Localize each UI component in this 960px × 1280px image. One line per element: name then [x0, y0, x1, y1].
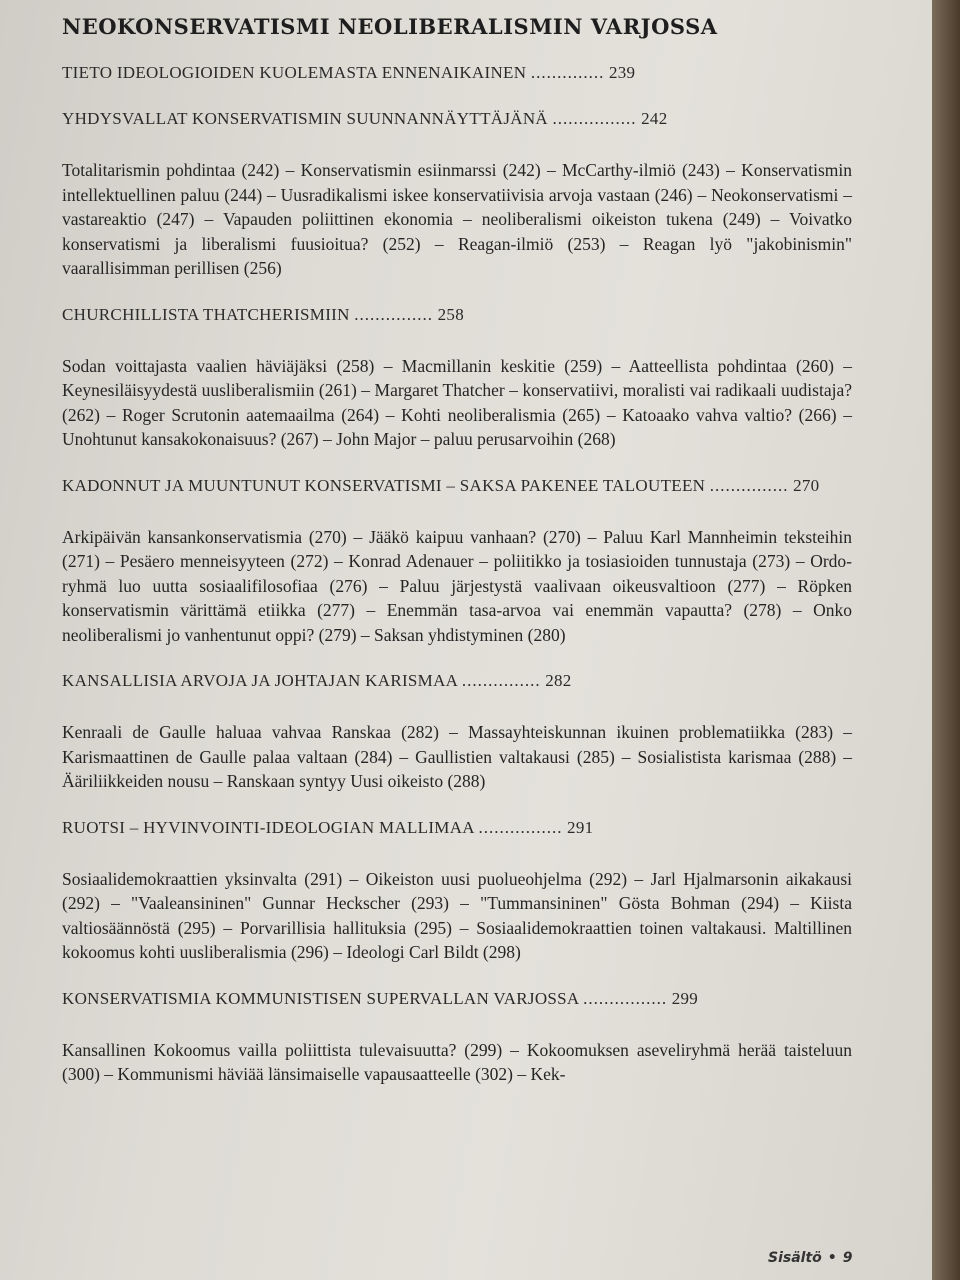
footer-label: Sisältö: [768, 1250, 822, 1266]
chapter-entry: [62, 474, 852, 498]
chapter-entry: [62, 107, 852, 131]
leader-dots: ..............: [530, 63, 605, 82]
page-footer: [768, 1250, 852, 1266]
chapter-entry: [62, 987, 852, 1011]
chapter-summary: Sosiaalidemokraattien yksinvalta (291) – Oikeiston uusi puolueohjelma (292) – Jarl Hjalmarsonin aikakausi (292) – "Vaaleansininen" Gunnar Heckscher (293) – "Tummansininen" Gösta Bohman (294) – Kiista valtiosäännöstä (295) – Porvarillisia hallituksia (295) – Sosiaalidemokraattien toinen valtakausi. Maltillinen kokoomus kohti uusliberalismia (296) – Ideologi Carl Bildt (298): [62, 868, 852, 962]
chapter-title: CHURCHILLISTA THATCHERISMIIN: [62, 304, 350, 324]
part-title: NEOKONSERVATISMI NEOLIBERALISMIN VARJOSSA: [62, 14, 718, 39]
chapter-page: 299: [671, 988, 699, 1008]
chapter-entry: [62, 816, 852, 840]
chapter-title: RUOTSI – HYVINVOINTI-IDEOLOGIAN MALLIMAA: [62, 817, 474, 837]
chapter-title: TIETO IDEOLOGIOIDEN KUOLEMASTA ENNENAIKAINEN: [62, 63, 527, 82]
leader-dots: ................: [583, 988, 668, 1008]
leader-dots: ................: [478, 817, 563, 837]
leader-dots: ...............: [709, 475, 789, 495]
chapter-summary: Kansallinen Kokoomus vailla poliittista tulevaisuutta? (299) – Kokoomuksen aseveliryhmä herää taisteluun (300) – Kommunismi häviää länsimaiselle vapausaatteelle (302) – Kek-: [62, 1039, 852, 1084]
chapter-summary: Sodan voittajasta vaalien häviäjäksi (258) – Macmillanin keskitie (259) – Aatteellista pohdintaa (260) – Keynesiläisyydestä uusliberalismiin (261) – Margaret Thatcher – konservatiivi, moralisti vai radikaali uudistaja? (262) – Roger Scrutonin aatemaailma (264) – Kohti neoliberalismia (265) – Katoaako vahva valtio? (266) – Unohtunut kansakokonaisuus? (267) – John Major – paluu perusarvoihin (268): [62, 355, 852, 449]
leader-dots: ...............: [354, 304, 434, 324]
chapter-entry: [62, 669, 852, 693]
chapter-page: 270: [793, 475, 820, 495]
chapter-summary: Kenraali de Gaulle haluaa vahvaa Ranskaa (282) – Massayhteiskunnan ikuinen problematiikka (283) – Karismaattinen de Gaulle palaa valtaan (284) – Gaullistien valtakausi (285) – Sosialistista karismaa (288) – Ääriliikkeiden nousu – Ranskaan syntyy Uusi oikeisto (288): [62, 722, 852, 791]
page-number: 9: [842, 1250, 853, 1266]
chapter-title: KANSALLISIA ARVOJA JA JOHTAJAN KARISMAA: [62, 671, 458, 690]
footer-bullet: •: [827, 1250, 837, 1266]
chapter-entry: [62, 61, 852, 85]
chapter-entry: [62, 303, 852, 327]
chapter-page: 291: [567, 817, 594, 837]
table-of-contents: [62, 14, 852, 1087]
chapter-summary: Totalitarismin pohdintaa (242) – Konservatismin esiinmarssi (242) – McCarthy-ilmiö (243) – Konservatismin intellektuellinen paluu (244) – Uusradikalismi iskee konservatiivisia arvoja vastaan (246) – Neokonservatismi – vastareaktio (247) – Vapauden poliittinen ekonomia – neoliberalismi oikeiston tukena (249) – Voivatko konservatismi ja liberalismi fuusioitua? (252) – Reagan-ilmiö (253) – Reagan lyö "jakobinismin" vaarallisimman perillisen (256): [62, 160, 852, 278]
background-edge: [932, 0, 960, 1280]
chapter-page: 258: [437, 304, 464, 324]
leader-dots: ................: [552, 109, 637, 128]
leader-dots: ...............: [461, 671, 541, 690]
chapter-page: 239: [608, 63, 636, 82]
chapter-summary: Arkipäivän kansankonservatismia (270) – Jääkö kaipuu vanhaan? (270) – Paluu Karl Mannheimin teksteihin (271) – Pesäero menneisyyteen (272) – Konrad Adenauer – poliitikko ja tosiasioiden tunnustaja (273) – Ordo-ryhmä luo uutta sosiaalifilosofiaa (276) – Paluu järjestystä vaalivaan oikeusvaltioon (277) – Röpken konservatismin värittämä etiikka (277) – Enemmän tasa-arvoa vai enemmän vapautta? (278) – Onko neoliberalismi jo vanhentunut oppi? (279) – Saksan yhdistyminen (280): [62, 526, 852, 645]
chapter-title: KADONNUT JA MUUNTUNUT KONSERVATISMI – SAKSA PAKENEE TALOUTEEN: [62, 475, 706, 495]
chapter-title: YHDYSVALLAT KONSERVATISMIN SUUNNANNÄYTTÄJÄNÄ: [62, 109, 548, 128]
chapter-page: 282: [545, 671, 572, 690]
chapter-page: 242: [641, 109, 668, 128]
chapter-title: KONSERVATISMIA KOMMUNISTISEN SUPERVALLAN VARJOSSA: [62, 988, 579, 1008]
